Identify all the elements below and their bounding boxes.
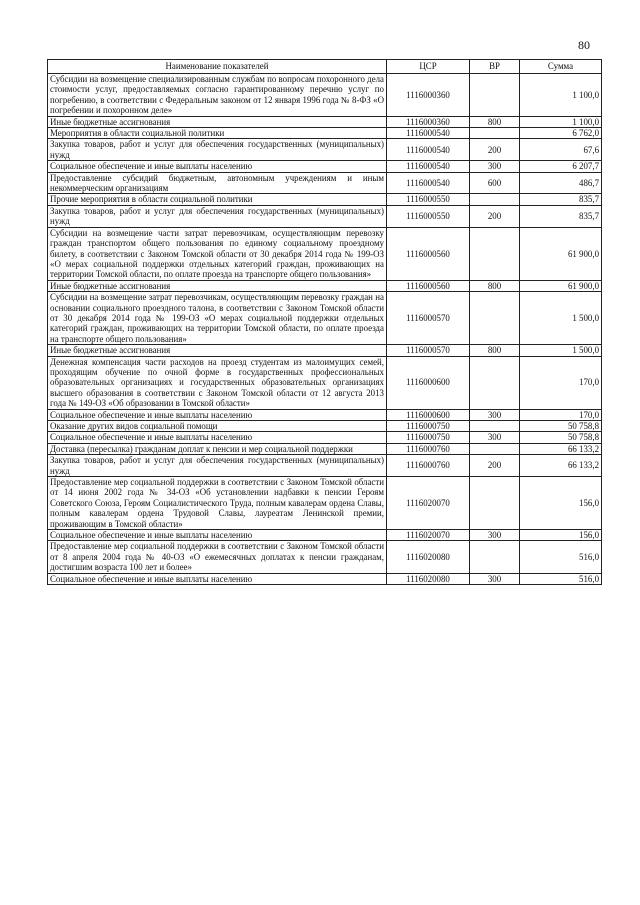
table-row <box>48 161 602 172</box>
cell-vr <box>470 421 520 432</box>
table-row <box>48 116 602 127</box>
table-row <box>48 409 602 420</box>
cell-name: Предоставление субсидий бюджетным, автономным учреждениям и иным некоммерческим организациям <box>48 172 387 194</box>
cell-vr: 300 <box>470 161 520 172</box>
cell-sum: 1 100,0 <box>520 116 602 127</box>
table-row <box>48 541 602 573</box>
table-body <box>48 74 602 585</box>
table-header-row <box>48 60 602 74</box>
table-row <box>48 356 602 409</box>
cell-csr: 1116000600 <box>387 409 470 420</box>
cell-sum: 1 500,0 <box>520 345 602 356</box>
cell-vr: 300 <box>470 409 520 420</box>
cell-csr: 1116000560 <box>387 227 470 280</box>
cell-sum: 61 900,0 <box>520 227 602 280</box>
cell-vr <box>470 292 520 345</box>
table-row <box>48 455 602 477</box>
cell-vr: 200 <box>470 139 520 161</box>
cell-vr <box>470 194 520 205</box>
budget-table <box>47 59 602 585</box>
cell-name: Предоставление мер социальной поддержки в соответствии с Законом Томской области от 8 апреля 2004 года № 40-ОЗ «О ежемесячных доплатах к пенсии гражданам, достигшим возраста 100 лет и более» <box>48 541 387 573</box>
cell-csr: 1116000360 <box>387 116 470 127</box>
cell-csr: 1116020080 <box>387 541 470 573</box>
header-name: Наименование показателей <box>48 60 387 74</box>
table-row <box>48 530 602 541</box>
cell-sum: 1 100,0 <box>520 74 602 117</box>
cell-sum: 61 900,0 <box>520 280 602 291</box>
cell-name: Социальное обеспечение и иные выплаты населению <box>48 161 387 172</box>
cell-vr: 800 <box>470 116 520 127</box>
cell-csr: 1116000360 <box>387 74 470 117</box>
cell-csr: 1116000550 <box>387 194 470 205</box>
cell-csr: 1116000540 <box>387 139 470 161</box>
cell-sum: 516,0 <box>520 573 602 584</box>
table-row <box>48 74 602 117</box>
cell-csr: 1116000540 <box>387 161 470 172</box>
cell-name: Субсидии на возмещение затрат перевозчикам, осуществляющим перевозку граждан на основании социального проездного талона, в соответствии с Законом Томской области от 30 декабря 2014 года № 199-ОЗ «О мерах социальной поддержки отдельных категорий граждан, проживающих на территории Томской области, по оплате проезда на транспорте общего пользования» <box>48 292 387 345</box>
cell-vr <box>470 74 520 117</box>
cell-name: Социальное обеспечение и иные выплаты населению <box>48 409 387 420</box>
cell-name: Социальное обеспечение и иные выплаты населению <box>48 573 387 584</box>
cell-vr <box>470 356 520 409</box>
cell-sum: 50 758,8 <box>520 432 602 443</box>
cell-vr: 600 <box>470 172 520 194</box>
cell-name: Доставка (пересылка) гражданам доплат к пенсии и мер социальной поддержки <box>48 443 387 454</box>
cell-csr: 1116000570 <box>387 345 470 356</box>
cell-vr: 200 <box>470 205 520 227</box>
cell-csr: 1116000750 <box>387 421 470 432</box>
cell-sum: 156,0 <box>520 477 602 530</box>
cell-sum: 170,0 <box>520 356 602 409</box>
table-row <box>48 227 602 280</box>
table-row <box>48 345 602 356</box>
header-sum: Сумма <box>520 60 602 74</box>
table-row <box>48 432 602 443</box>
cell-vr <box>470 443 520 454</box>
cell-sum: 516,0 <box>520 541 602 573</box>
table-row <box>48 194 602 205</box>
cell-csr: 1116000760 <box>387 443 470 454</box>
cell-sum: 170,0 <box>520 409 602 420</box>
cell-name: Субсидии на возмещение части затрат перевозчикам, осуществляющим перевозку граждан транспортом общего пользования по единому социальному проездному билету, в соответствии с Законом Томской области от 30 декабря 2014 года № 199-ОЗ «О мерах социальной поддержки отдельных категорий граждан, проживающих на территории Томской области, по оплате проезда на транспорте общего пользования» <box>48 227 387 280</box>
cell-csr: 1116020080 <box>387 573 470 584</box>
table-row <box>48 573 602 584</box>
table-row <box>48 205 602 227</box>
cell-csr: 1116000750 <box>387 432 470 443</box>
table-row <box>48 443 602 454</box>
cell-sum: 486,7 <box>520 172 602 194</box>
cell-sum: 1 500,0 <box>520 292 602 345</box>
cell-sum: 50 758,8 <box>520 421 602 432</box>
cell-sum: 156,0 <box>520 530 602 541</box>
cell-sum: 67,6 <box>520 139 602 161</box>
cell-vr <box>470 227 520 280</box>
cell-vr: 300 <box>470 573 520 584</box>
cell-vr: 800 <box>470 280 520 291</box>
cell-sum: 835,7 <box>520 194 602 205</box>
cell-vr: 300 <box>470 432 520 443</box>
cell-vr <box>470 477 520 530</box>
header-vr: ВР <box>470 60 520 74</box>
cell-name: Иные бюджетные ассигнования <box>48 345 387 356</box>
table-row <box>48 128 602 139</box>
cell-name: Закупка товаров, работ и услуг для обеспечения государственных (муниципальных) нужд <box>48 205 387 227</box>
table-row <box>48 477 602 530</box>
cell-name: Мероприятия в области социальной политики <box>48 128 387 139</box>
cell-name: Закупка товаров, работ и услуг для обеспечения государственных (муниципальных) нужд <box>48 139 387 161</box>
cell-sum: 66 133,2 <box>520 443 602 454</box>
cell-csr: 1116020070 <box>387 477 470 530</box>
cell-csr: 1116000550 <box>387 205 470 227</box>
table-row <box>48 280 602 291</box>
cell-vr: 300 <box>470 530 520 541</box>
cell-sum: 6 207,7 <box>520 161 602 172</box>
cell-name: Оказание других видов социальной помощи <box>48 421 387 432</box>
cell-vr <box>470 541 520 573</box>
table-row <box>48 292 602 345</box>
header-csr: ЦСР <box>387 60 470 74</box>
cell-name: Социальное обеспечение и иные выплаты населению <box>48 432 387 443</box>
cell-vr: 200 <box>470 455 520 477</box>
cell-name: Иные бюджетные ассигнования <box>48 280 387 291</box>
cell-vr <box>470 128 520 139</box>
cell-vr: 800 <box>470 345 520 356</box>
cell-csr: 1116000560 <box>387 280 470 291</box>
cell-name: Денежная компенсация части расходов на проезд студентам из малоимущих семей, проходящим обучение по очной форме в государственных профессиональных образовательных организациях и государственных образовательных организациях высшего образования в соответствии с Законом Томской области от 12 августа 2013 года № 149-ОЗ «Об образовании в Томской области» <box>48 356 387 409</box>
cell-csr: 1116020070 <box>387 530 470 541</box>
cell-name: Иные бюджетные ассигнования <box>48 116 387 127</box>
table-row <box>48 139 602 161</box>
page-number: 80 <box>578 38 590 52</box>
cell-name: Закупка товаров, работ и услуг для обеспечения государственных (муниципальных) нужд <box>48 455 387 477</box>
cell-name: Субсидии на возмещение специализированным службам по вопросам похоронного дела стоимости услуг, предоставляемых согласно гарантированному перечню услуг по погребению, в соответствии с Федеральным законом от 12 января 1996 года № 8-ФЗ «О погребении и похоронном деле» <box>48 74 387 117</box>
cell-csr: 1116000540 <box>387 128 470 139</box>
cell-sum: 66 133,2 <box>520 455 602 477</box>
cell-csr: 1116000760 <box>387 455 470 477</box>
table-row <box>48 421 602 432</box>
cell-csr: 1116000570 <box>387 292 470 345</box>
cell-sum: 6 762,0 <box>520 128 602 139</box>
cell-name: Предоставление мер социальной поддержки в соответствии с Законом Томской области от 14 июня 2002 года № 34-ОЗ «Об установлении надбавки к пенсии Героям Советского Союза, Героям Социалистического Труда, полным кавалерам ордена Славы, полным кавалерам ордена Трудовой Славы, лауреатам Ленинской премии, проживающим в Томской области» <box>48 477 387 530</box>
cell-name: Социальное обеспечение и иные выплаты населению <box>48 530 387 541</box>
cell-csr: 1116000600 <box>387 356 470 409</box>
cell-csr: 1116000540 <box>387 172 470 194</box>
cell-sum: 835,7 <box>520 205 602 227</box>
table-row <box>48 172 602 194</box>
cell-name: Прочие мероприятия в области социальной политики <box>48 194 387 205</box>
